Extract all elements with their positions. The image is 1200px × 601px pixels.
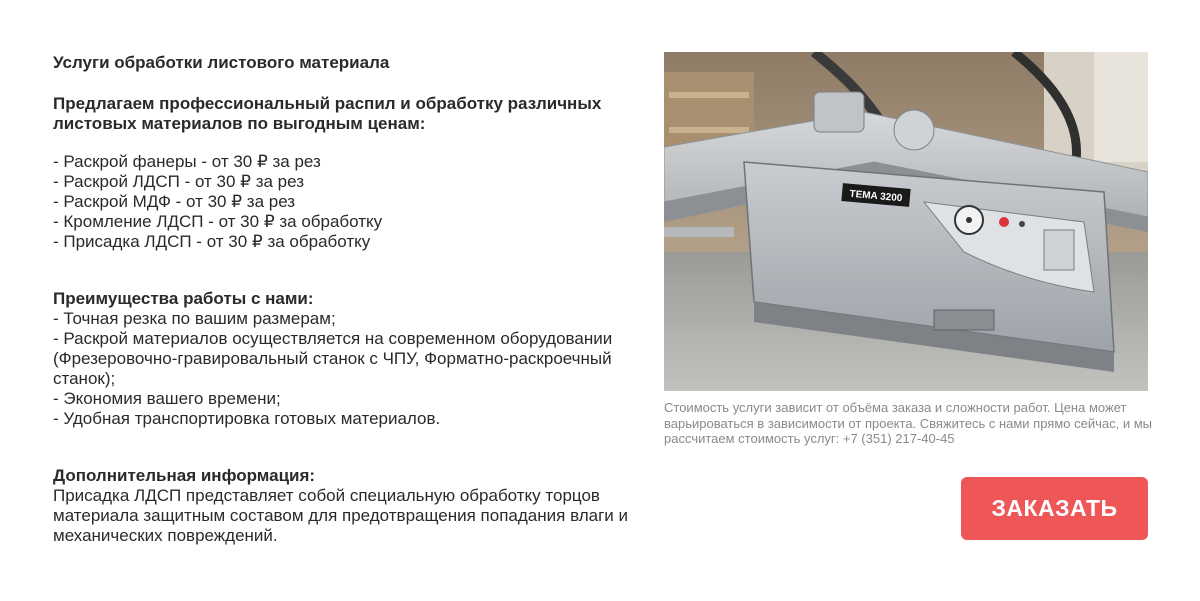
list-item: - Кромление ЛДСП - от 30 ₽ за обработку [53, 212, 383, 231]
list-item: - Раскрой ЛДСП - от 30 ₽ за рез [53, 172, 305, 191]
list-item: - Раскрой фанеры - от 30 ₽ за рез [53, 152, 321, 171]
services-list [53, 152, 643, 252]
advantages-section [53, 289, 643, 429]
page-title: Услуги обработки листового материала [53, 53, 390, 72]
service-description [53, 52, 643, 546]
extra-info-text: Присадка ЛДСП представляет собой специальную обработку торцов материала защитным составом для предотвращения попадания влаги и механических повреждений. [53, 486, 628, 545]
list-item: - Точная резка по вашим размерам; [53, 309, 336, 328]
machine-label: TEMA 3200 [848, 188, 903, 205]
price-note: Стоимость услуги зависит от объёма заказа и сложности работ. Цена может варьироваться в зависимости от проекта. Свяжитесь с нами прямо сейчас, и мы рассчитаем стоимость услуг: +7 (351) 217-40-45 [664, 400, 1152, 446]
list-item: - Раскрой МДФ - от 30 ₽ за рез [53, 192, 296, 211]
extra-info-section [53, 466, 643, 546]
list-item: - Раскрой материалов осуществляется на современном оборудовании (Фрезеровочно-гравировальный станок с ЧПУ, Форматно-раскроечный станок); [53, 329, 613, 388]
order-button[interactable]: ЗАКАЗАТЬ [961, 477, 1148, 540]
panel-saw-image [664, 52, 1148, 391]
list-item: - Экономия вашего времени; [53, 389, 281, 408]
list-item: - Присадка ЛДСП - от 30 ₽ за обработку [53, 232, 371, 251]
machine-photo [664, 52, 1148, 391]
intro-text: Предлагаем профессиональный распил и обработку различных листовых материалов по выгодным ценам: [53, 94, 602, 133]
stop-button-icon [999, 217, 1009, 227]
list-item: - Удобная транспортировка готовых материалов. [53, 409, 441, 428]
extra-info-heading: Дополнительная информация: [53, 466, 316, 485]
advantages-heading: Преимущества работы с нами: [53, 289, 314, 308]
